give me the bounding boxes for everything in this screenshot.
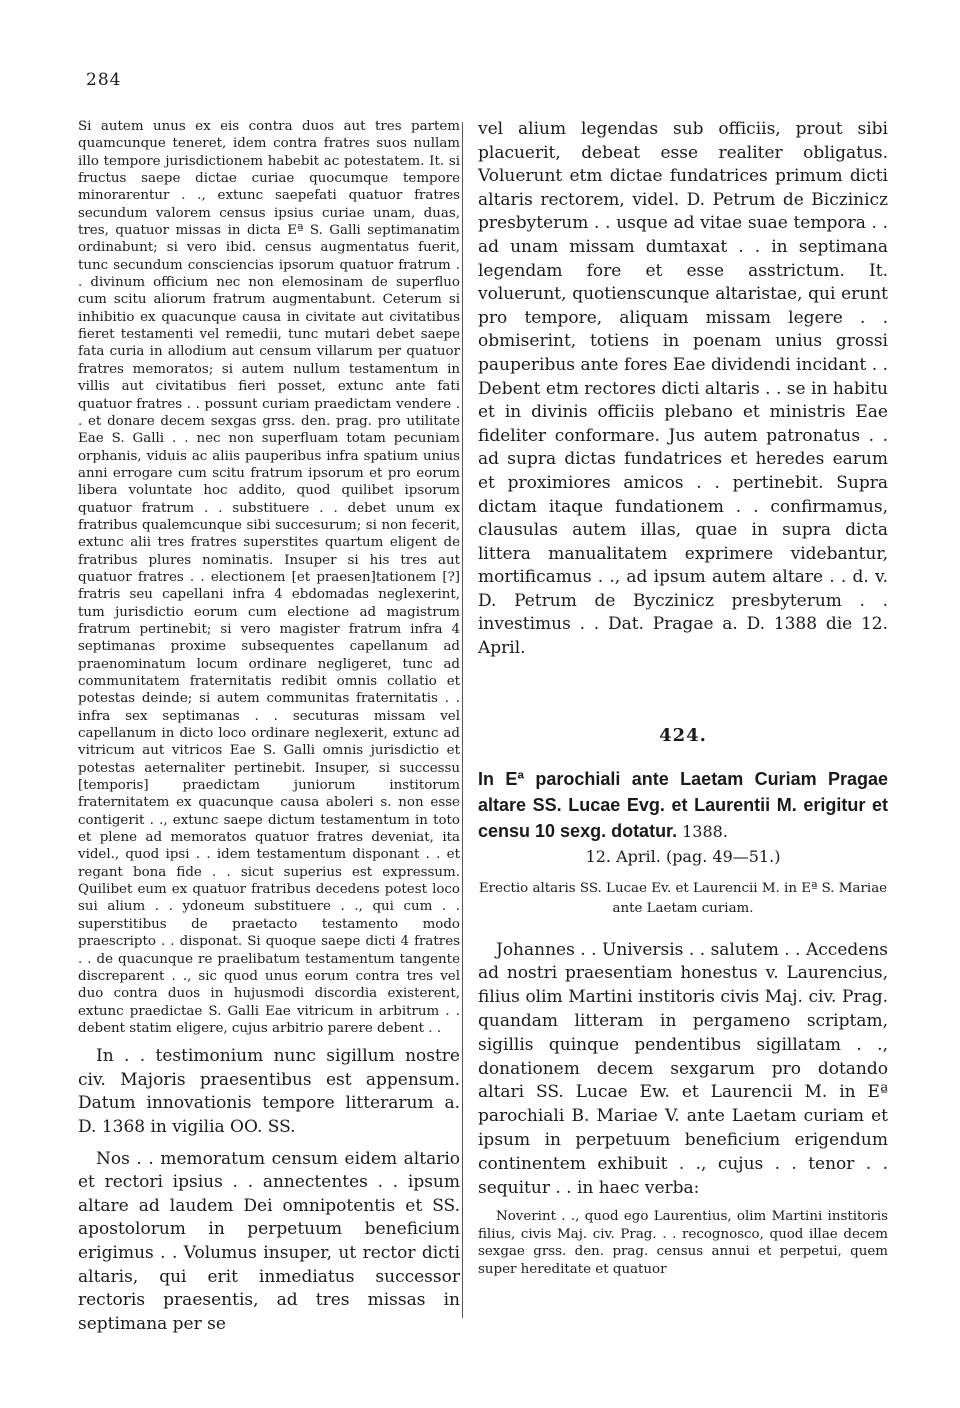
document-heading [478,766,888,845]
document-body: Johannes . . Universis . . salutem . . Accedens ad nostri praesentiam honestus v. Laurencius, filius olim Martini institoris civis Maj. civ. Prag. quandam litteram in pergameno scriptam, sigillis quinque pendentibus sigillatam . ., donationem decem sexgarum pro dotando altari SS. Lucae Ew. et Laurencii M. in Eª parochiali B. Mariae V. ante Laetam curiam et ipsum in perpetuum beneficium erigendum continentem exhibuit . ., cujus . . tenor . . sequitur . . in haec verba: [478,939,888,1198]
page-number: 284 [86,70,122,90]
paragraph-nos: Nos . . memoratum censum eidem altario et rectori ipsius . . annectentes . . ipsum altare ad laudem Dei omnipotentis et SS. apostolorum in perpetuum beneficium erigimus . . Volumus insuper, ut rector dicti altaris, qui erit inmediatus successor rectoris praesentis, ad tres missas in septimana per se [78,1148,460,1334]
right-column [478,118,888,1278]
quoted-text: Noverint . ., quod ego Laurentius, olim Martini institoris filius, civis Maj. civ. Prag. . . recognosco, quod illae decem sexgae grss. den. prag. census annui et perpetui, quem super hereditate et quatuor [478,1209,888,1277]
document-summary: Erectio altaris SS. Lucae Ev. et Laurencii M. in Eª S. Mariae ante Laetam curiam. [478,880,888,916]
document-number: 424. [659,724,707,746]
heading-main: In Eª parochiali ante Laetam Curiam Pragae altare SS. Lucae Evg. et Laurentii M. erigitur et censu 10 sexg. dotatur. [478,768,888,841]
heading-date: 12. April. (pag. 49—51.) [585,846,781,866]
paragraph-in-testimonium: In . . testimonium nunc sigillum nostre civ. Majoris praesentibus est appensum. Datum innovationis tempore litterarum a. D. 1368 in vigilia OO. SS. [78,1046,460,1137]
heading-year: 1388. [682,821,728,841]
left-column [78,118,460,1336]
continuation-text: vel alium legendas sub officiis, prout sibi placuerit, debeat esse realiter obligatus. Voluerunt etm dictae fundatrices primum dicti altaris rectorem, videl. D. Petrum de Biczinicz presbyterum . . usque ad vitae suae tempora . . ad unam missam dumtaxat . . in septimana legendam fore et esse asstrictum. It. voluerunt, quotienscunque altaristae, qui erunt pro tempore, aliquam missam legere . . obmiserint, totiens in poenam unius grossi pauperibus ante fores Eae dividendi incidant . . Debent etm rectores dicti altaris . . se in habitu et in divinis officiis plebano et ministris Eae fideliter conformare. Jus autem patronatus . . ad supra dictas fundatrices et heredes earum et proximiores amicos . . pertinebit. Supra dictam itaque fundationem . . confirmamus, clausulas autem illas, quae in supra dicta littera manualitatem exprimere videbantur, mortificamus . ., ad ipsum autem altare . . d. v. D. Petrum de Byczinicz presbyterum . . investimus . . Dat. Pragae a. D. 1388 die 12. April. [478,119,888,659]
column-divider [462,122,463,1318]
footnote-text: Si autem unus ex eis contra duos aut tres partem quamcunque teneret, idem contra fratres suos nullam illo tempore jurisdictionem habebit ac potestatem. It. si fructus saepe dictae curiae quocumque tempore minorarentur . ., extunc saepefati quatuor fratres secundum valorem census ipsius curiae unam, duas, tres, quatuor missas in dicta Eª S. Galli septimanatim ordinabunt; si vero ibid. census augmentatus fuerit, tunc secundum consciencias ipsorum quatuor fratrum . . divinum officium nec non elemosinam de superfluo cum scitu aliorum fratrum augmentabunt. Ceterum si inhibitio ex quacunque causa in civitate aut civitatibus fieret testamenti vel remedii, tunc mutari debet saepe fata curia in allodium aut censum villarum per quatuor fratres memoratos; si autem nullum testamentum in villis aut civitatibus fieri posset, extunc ante fati quatuor fratres . . possunt curiam praedictam vendere . . et donare decem sexgas grss. den. prag. pro utilitate Eae S. Galli . . nec non superfluam totam pecuniam orphanis, viduis ac aliis pauperibus infra spatium unius anni errogare cum scitu fratrum ipsorum et pro eorum libera voluntate hoc addito, quod quilibet ipsorum quatuor fratrum . . substituere . . debet unum ex fratribus qualemcunque sibi succesurum; si non fecerit, extunc alii tres fratres superstites quartum eligent de fratribus plures nominatis. Insuper si his tres aut quatuor fratres . . electionem [et praesen]tationem [?] fratris seu capellani infra 4 ebdomadas neglexerint, tum jurisdictio eorum cum electione ad magistrum fratrum pertinebit; si vero magister fratrum infra 4 septimanas proxime subsequentes capellanum ad praenominatum locum ordinare negligeret, tunc ad communitatem fraternitatis redibit omnis collatio et potestas deinde; si autem communitas fraternitatis . . infra sex septimanas . . secuturas missam vel capellanum in dicto loco ordinare neglexerit, extunc ad vitricum aut vitricos Eae S. Galli omnis jurisdictio et potestas aeternaliter pertinebit. Insuper, si successu [temporis] praedictam juniorum institorum fraternitatem ex quacunque causa aboleri s. non esse contigerit . ., extunc saepe dictum testamentum in toto et plene ad memoratos quatuor fratres deveniat, ita videl., quod ipsi . . idem testamentum disponant . . et regant bona fide . . sicut superius est expressum. Quilibet eum ex quatuor fratribus decedens potest loco sui alium . . ydoneum substituere . ., qui cum . . superstitibus de praetacto testamento modo praescripto . . disponat. Si quoque saepe dicti 4 fratres . . de quacunque re praelibatum testamentum tangente discreparent . ., sic quod unus eorum contra tres vel duo contra duos in hujusmodi discordia existerent, extunc praedictae S. Galli Eae vitricum in arbitrum . . debent statim eligere, cujus arbitrio parere debent . . [78,119,460,1036]
